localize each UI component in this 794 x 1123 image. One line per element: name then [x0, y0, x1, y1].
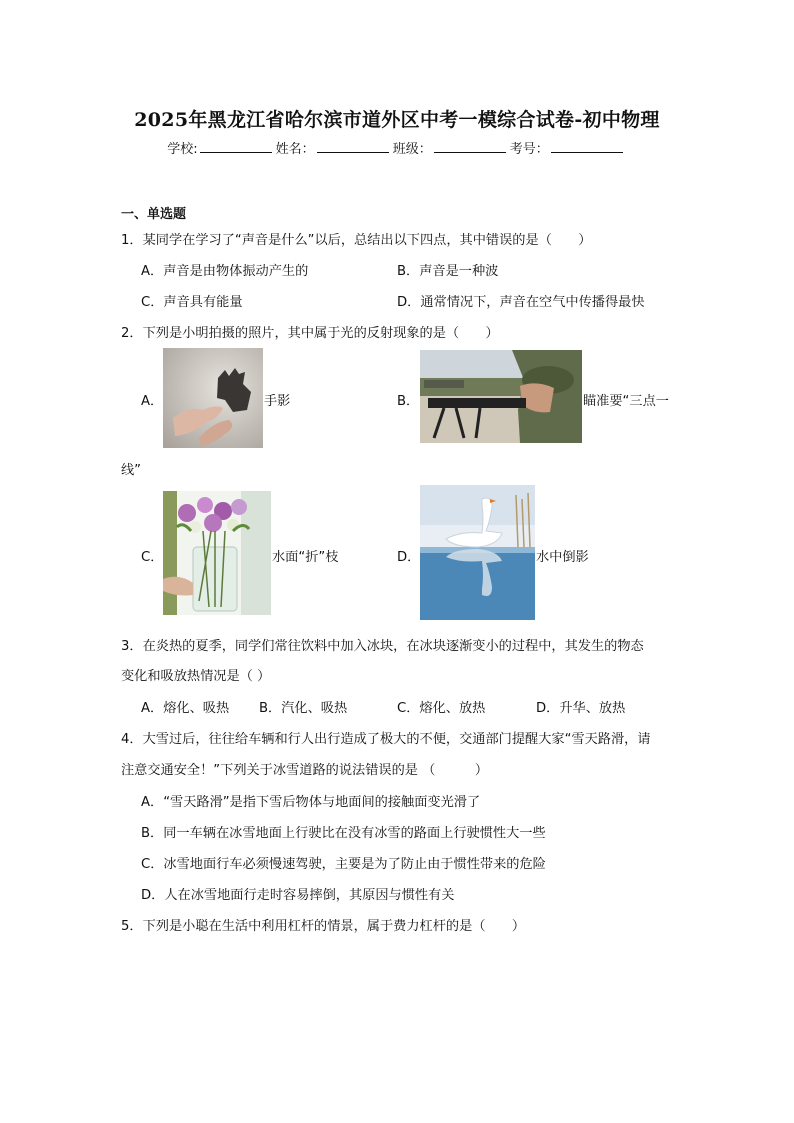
flowers-in-water-photo — [163, 491, 271, 615]
question-4-stem-line2: 注意交通安全！”下列关于冰雪道路的说法错误的是 （ ） — [121, 763, 489, 778]
question-2-option-a-text: 手影 — [264, 394, 291, 409]
question-3-option-d: D．升华、放热 — [536, 701, 626, 716]
page-title: 2025年黑龙江省哈尔滨市道外区中考一模综合试卷-初中物理 — [134, 109, 660, 131]
question-2-option-b-text-cont: 线” — [121, 463, 142, 478]
name-label: 姓名： — [275, 142, 315, 157]
question-4-stem-line1: 4．大雪过后，往往给车辆和行人出行造成了极大的不便，交通部门提醒大家“雪天路滑，请 — [121, 732, 651, 747]
question-5-stem: 5．下列是小聪在生活中利用杠杆的情景，属于费力杠杆的是（ ） — [121, 919, 526, 934]
question-2-option-d-letter: D． — [397, 550, 421, 565]
name-blank — [317, 140, 389, 153]
exam-no-label: 考号： — [509, 142, 549, 157]
hand-shadow-photo — [163, 348, 263, 448]
question-2-option-c-text: 水面“折”枝 — [272, 550, 339, 565]
question-3-option-b: B．汽化、吸热 — [259, 701, 348, 716]
exam-no-blank — [551, 140, 623, 153]
question-3-stem-line2: 变化和吸放热情况是（ ） — [121, 669, 271, 684]
aiming-soldier-photo — [420, 350, 582, 443]
school-blank — [200, 140, 272, 153]
question-3-option-a: A．熔化、吸热 — [141, 701, 230, 716]
question-2-option-c-letter: C． — [141, 550, 164, 565]
question-3-option-c: C．熔化、放热 — [397, 701, 486, 716]
class-label: 班级： — [392, 142, 432, 157]
question-1-option-b: B．声音是一种波 — [397, 264, 499, 279]
question-4-option-b: B．同一车辆在冰雪地面上行驶比在没有冰雪的路面上行驶惯性大一些 — [141, 826, 546, 841]
question-1-option-a: A．声音是由物体振动产生的 — [141, 264, 309, 279]
question-2-option-b-letter: B． — [397, 394, 420, 409]
question-2-option-b-text: 瞄准要“三点一 — [583, 394, 669, 409]
question-1-stem: 1．某同学在学习了“声音是什么”以后，总结出以下四点，其中错误的是（ ） — [121, 233, 592, 248]
question-1-option-d: D．通常情况下，声音在空气中传播得最快 — [397, 295, 645, 310]
swan-reflection-photo — [420, 485, 535, 620]
student-info-line — [0, 138, 794, 157]
question-3-stem-line1: 3．在炎热的夏季，同学们常往饮料中加入冰块，在冰块逐渐变小的过程中，其发生的物态 — [121, 639, 644, 654]
question-2-option-d-text: 水中倒影 — [536, 550, 589, 565]
question-1-option-c: C．声音具有能量 — [141, 295, 243, 310]
question-4-option-a: A．“雪天路滑”是指下雪后物体与地面间的接触面变光滑了 — [141, 795, 481, 810]
question-4-option-d: D．人在冰雪地面行走时容易摔倒，其原因与惯性有关 — [141, 888, 455, 903]
class-blank — [434, 140, 506, 153]
question-4-option-c: C．冰雪地面行车必须慢速驾驶，主要是为了防止由于惯性带来的危险 — [141, 857, 546, 872]
question-2-stem: 2．下列是小明拍摄的照片，其中属于光的反射现象的是（ ） — [121, 326, 499, 341]
question-2-option-a-letter: A． — [141, 394, 164, 409]
section-heading: 一、单选题 — [121, 207, 187, 222]
school-label: 学校: — [167, 142, 198, 157]
